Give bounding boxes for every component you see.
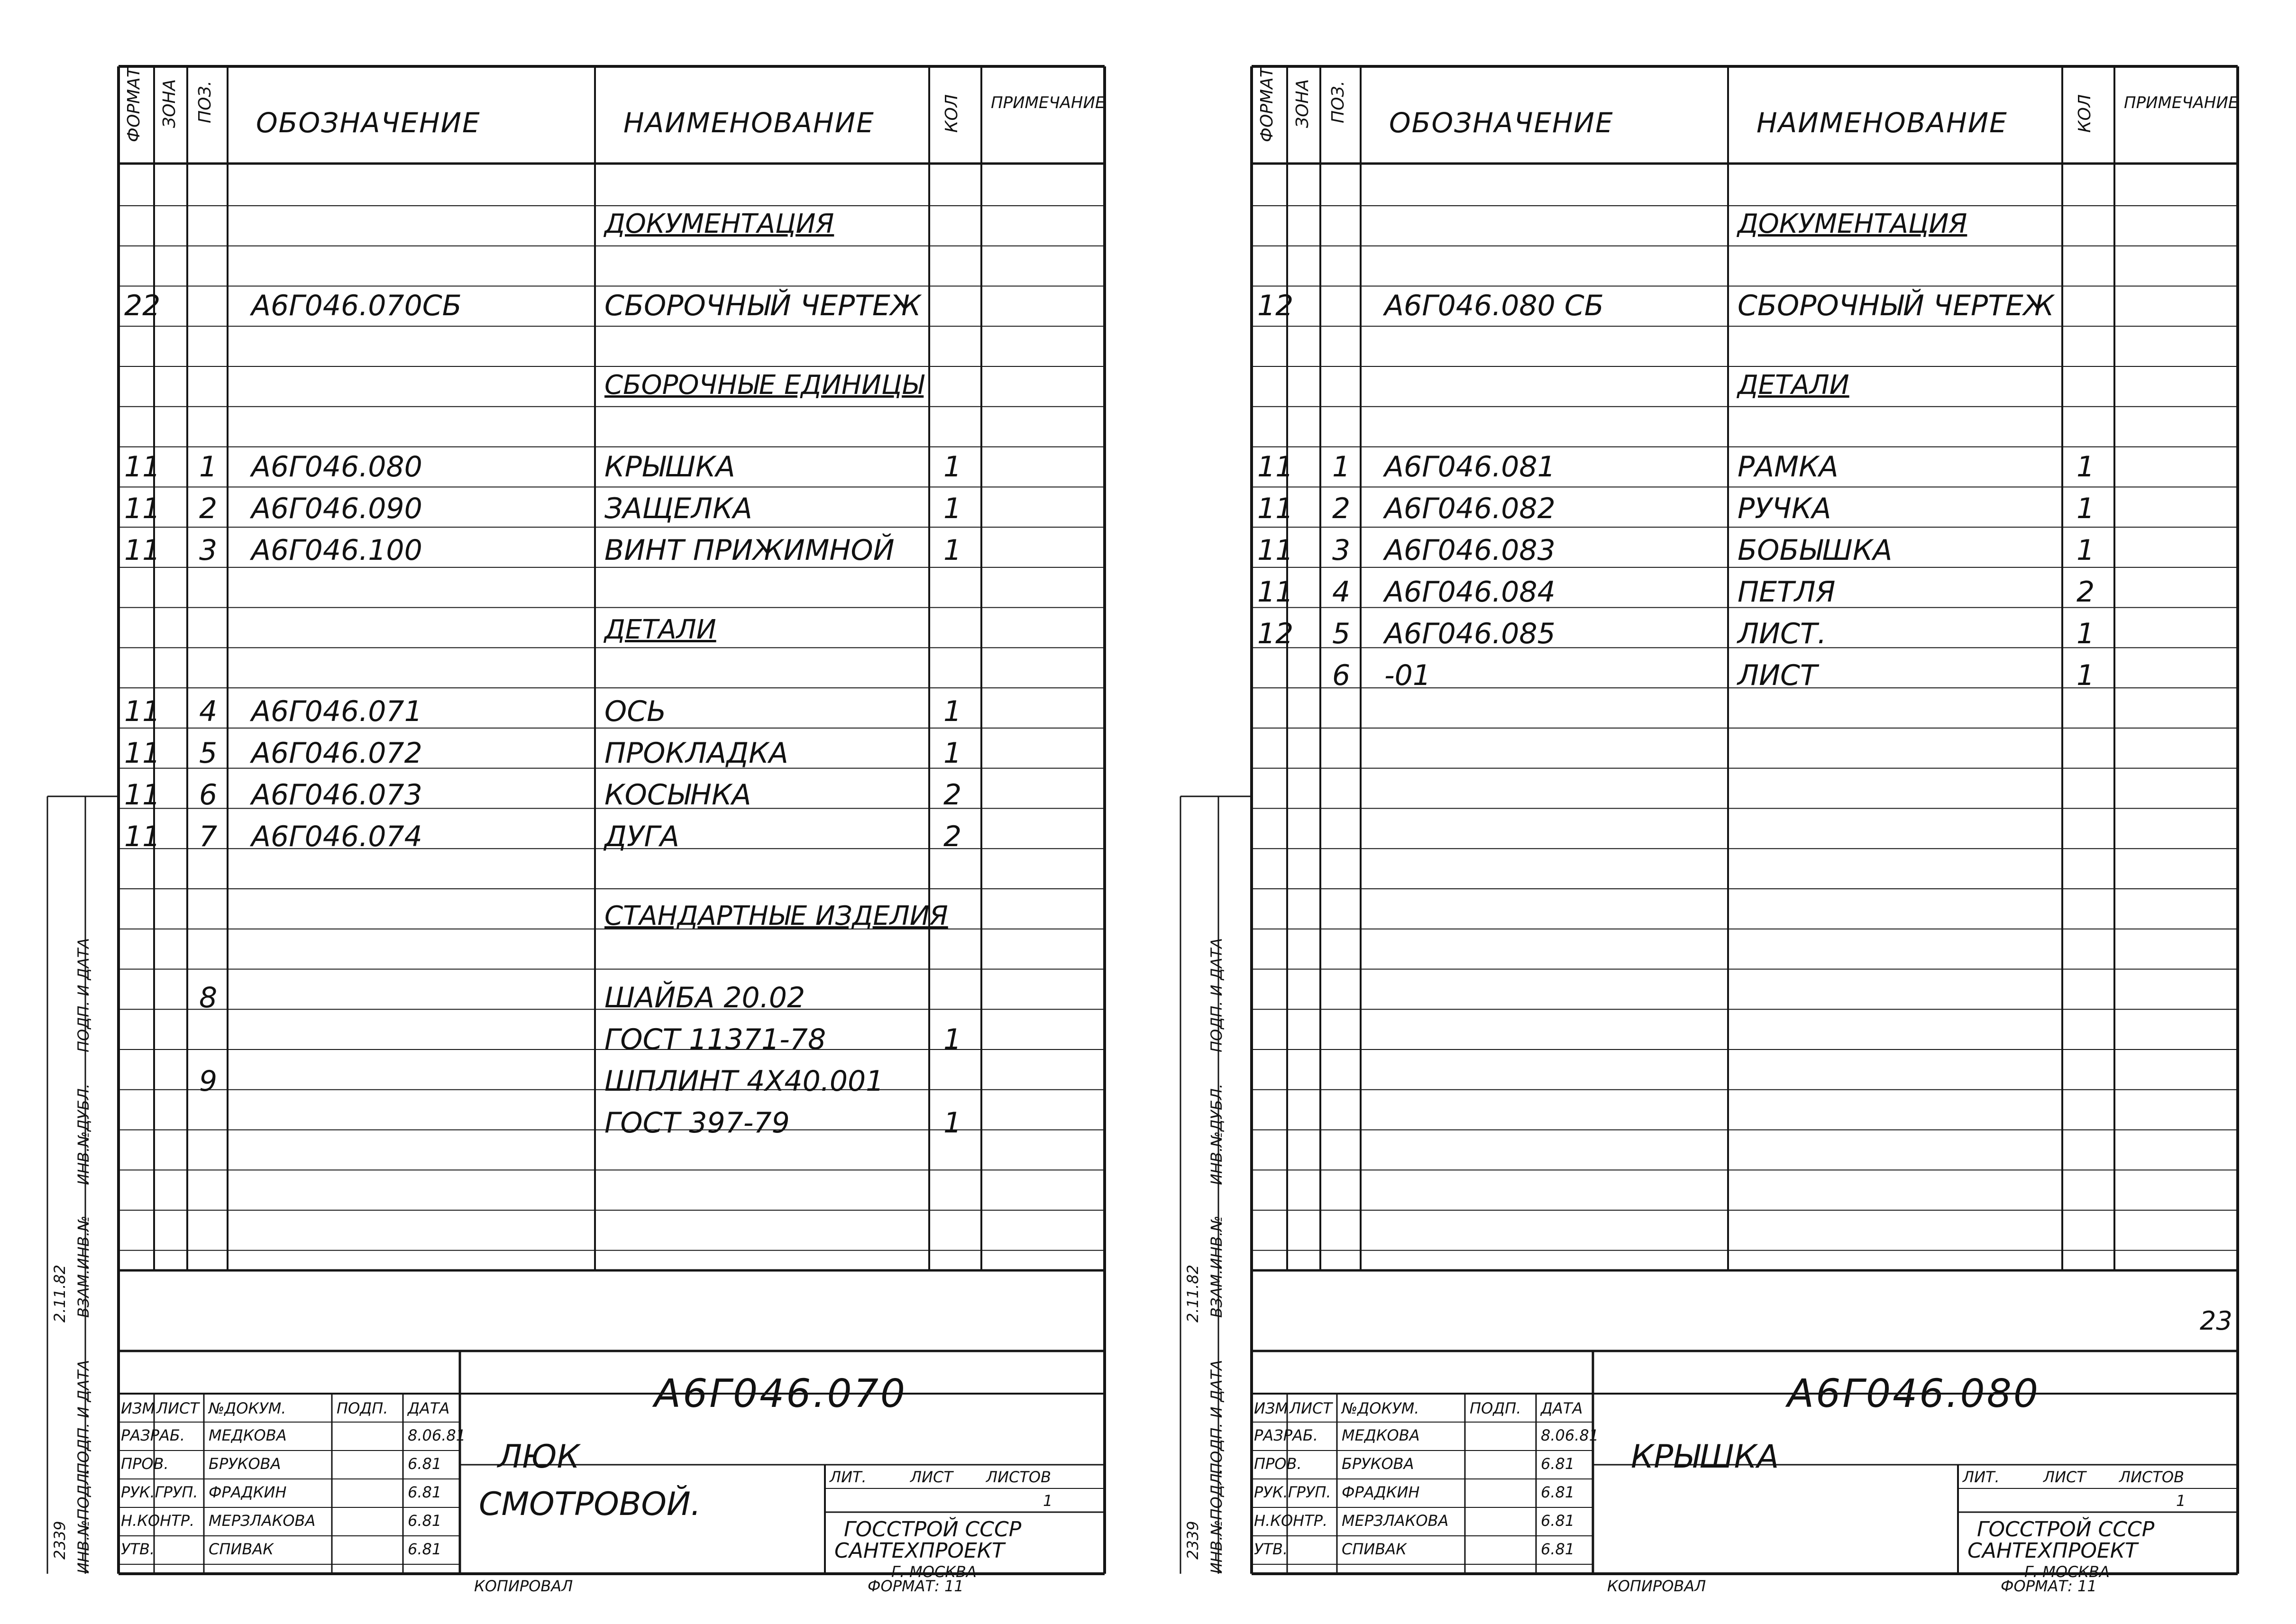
header-format: ФОРМАТ <box>124 67 144 142</box>
page-number: 23 <box>2200 1306 2232 1336</box>
row-name: ДОКУМЕНТАЦИЯ <box>604 209 834 239</box>
stamp-sheet-count: 1 <box>1043 1492 1053 1510</box>
row-name: ЛИСТ <box>1738 659 1818 692</box>
row-format: 12 <box>1257 289 1294 322</box>
row-qty: 1 <box>943 492 962 525</box>
header-designation: ОБОЗНАЧЕНИЕ <box>1389 107 1614 139</box>
stamp-title: ЛЮК <box>498 1438 580 1476</box>
row-name: СБОРОЧНЫЕ ЕДИНИЦЫ <box>604 370 924 401</box>
row-format: 11 <box>124 492 161 525</box>
row-position: 8 <box>199 981 218 1014</box>
row-designation: А6Г046.072 <box>251 737 422 770</box>
copied-label: КОПИРОВАЛ <box>474 1577 573 1595</box>
row-name: БОБЫШКА <box>1738 534 1893 567</box>
stamp-org: САНТЕХПРОЕКТ <box>834 1539 1005 1563</box>
row-qty: 1 <box>943 695 962 728</box>
row-name: РАМКА <box>1738 450 1839 484</box>
row-position: 2 <box>1332 492 1351 525</box>
stamp-date: 6.81 <box>1541 1540 1575 1558</box>
row-designation: А6Г046.081 <box>1384 450 1555 484</box>
row-position: 7 <box>199 820 218 853</box>
row-designation: А6Г046.073 <box>251 778 422 812</box>
stamp-date: 6.81 <box>408 1512 442 1530</box>
stamp-name: БРУКОВА <box>1342 1455 1414 1473</box>
row-position: 2 <box>199 492 218 525</box>
header-note: ПРИМЕЧАНИЕ <box>991 93 1106 112</box>
side-label: ПОДП. И ДАТА <box>1207 1359 1226 1474</box>
row-qty: 1 <box>2076 617 2095 650</box>
stamp-date: 8.06.81 <box>408 1426 466 1444</box>
row-qty: 2 <box>943 820 962 853</box>
stamp-name: СПИВАК <box>209 1540 274 1558</box>
stamp-role: УТВ. <box>121 1540 155 1558</box>
row-qty: 2 <box>943 778 962 812</box>
row-name: ПРОКЛАДКА <box>604 737 788 770</box>
stamp-role: УТВ. <box>1254 1540 1288 1558</box>
stamp-date: 6.81 <box>1541 1455 1575 1473</box>
header-designation: ОБОЗНАЧЕНИЕ <box>256 107 481 139</box>
stamp-name: ФРАДКИН <box>1342 1483 1420 1501</box>
side-label: ИНВ.№ДУБЛ. <box>74 1083 92 1185</box>
stamp-role: РУК.ГРУП. <box>1254 1483 1331 1501</box>
stamp-list2: ЛИСТ <box>2043 1468 2086 1486</box>
row-position: 3 <box>199 534 218 567</box>
stamp-name: МЕДКОВА <box>209 1426 287 1444</box>
drawing-code: А6Г046.080 <box>1787 1371 2040 1416</box>
stamp-role: Н.КОНТР. <box>1254 1512 1328 1530</box>
stamp-date: 8.06.81 <box>1541 1426 1599 1444</box>
row-name: ГОСТ 11371-78 <box>604 1023 826 1056</box>
stamp-list2: ЛИСТ <box>910 1468 953 1486</box>
row-name: РУЧКА <box>1738 492 1831 525</box>
stamp-city: Г. МОСКВА <box>2024 1563 2110 1581</box>
row-name: ПЕТЛЯ <box>1738 575 1836 609</box>
row-format: 12 <box>1257 617 1294 650</box>
format-label: ФОРМАТ: 11 <box>868 1577 964 1595</box>
row-designation: -01 <box>1384 659 1431 692</box>
stamp-data: ДАТА <box>408 1399 450 1417</box>
row-format: 11 <box>124 450 161 484</box>
stamp-podp: ПОДП. <box>1470 1399 1521 1417</box>
drawing-code: А6Г046.070 <box>654 1371 907 1416</box>
header-pos: ПОЗ. <box>195 81 215 123</box>
header-pos: ПОЗ. <box>1328 81 1348 123</box>
row-name: ОСЬ <box>604 695 667 728</box>
row-format: 11 <box>124 534 161 567</box>
side-num: 2339 <box>51 1521 69 1560</box>
stamp-role: РАЗРАБ. <box>1254 1426 1318 1444</box>
stamp-org-top: ГОССТРОЙ СССР <box>844 1517 1022 1542</box>
side-label: ИНВ.№ДУБЛ. <box>1207 1083 1226 1185</box>
header-zone: ЗОНА <box>1293 79 1312 128</box>
copied-label: КОПИРОВАЛ <box>1607 1577 1706 1595</box>
row-name: ЗАЩЕЛКА <box>604 492 752 525</box>
stamp-listov: ЛИСТОВ <box>986 1468 1052 1486</box>
stamp-izm: ИЗМ <box>121 1399 156 1417</box>
row-qty: 1 <box>943 534 962 567</box>
stamp-ndoc: №ДОКУМ. <box>1342 1399 1419 1417</box>
side-date: 2.11.82 <box>51 1264 69 1323</box>
row-designation: А6Г046.074 <box>251 820 422 853</box>
row-designation: А6Г046.085 <box>1384 617 1555 650</box>
side-label: ПОДП. И ДАТА <box>74 938 92 1052</box>
stamp-role: ПРОВ. <box>121 1455 169 1473</box>
side-label: ИНВ.№ПОДЛ. <box>1207 1469 1226 1574</box>
row-position: 5 <box>199 737 218 770</box>
row-name: КРЫШКА <box>604 450 735 484</box>
side-date: 2.11.82 <box>1184 1264 1202 1323</box>
row-qty: 1 <box>943 1023 962 1056</box>
row-name: СТАНДАРТНЫЕ ИЗДЕЛИЯ <box>604 901 948 931</box>
stamp-name: МЕРЗЛАКОВА <box>209 1512 316 1530</box>
stamp-name: МЕРЗЛАКОВА <box>1342 1512 1449 1530</box>
stamp-lit: ЛИТ. <box>830 1468 867 1486</box>
side-label: ВЗАМ.ИНВ.№ <box>1207 1215 1226 1318</box>
row-position: 6 <box>199 778 218 812</box>
row-format: 11 <box>1257 575 1294 609</box>
stamp-city: Г. МОСКВА <box>891 1563 977 1581</box>
side-label: ПОДП. И ДАТА <box>74 1359 92 1474</box>
stamp-izm: ИЗМ <box>1254 1399 1289 1417</box>
row-name: ШПЛИНТ 4Х40.001 <box>604 1065 884 1098</box>
stamp-lit: ЛИТ. <box>1963 1468 2000 1486</box>
stamp-list: ЛИСТ <box>156 1399 199 1417</box>
row-name: СБОРОЧНЫЙ ЧЕРТЕЖ <box>604 289 921 322</box>
stamp-date: 6.81 <box>408 1455 442 1473</box>
stamp-role: ПРОВ. <box>1254 1455 1302 1473</box>
row-format: 11 <box>1257 450 1294 484</box>
side-num: 2339 <box>1184 1521 1202 1560</box>
row-qty: 1 <box>2076 450 2095 484</box>
stamp-date: 6.81 <box>408 1540 442 1558</box>
row-format: 11 <box>124 778 161 812</box>
stamp-role: РУК.ГРУП. <box>121 1483 198 1501</box>
row-name: ДЕТАЛИ <box>604 614 716 645</box>
row-designation: А6Г046.083 <box>1384 534 1555 567</box>
stamp-date: 6.81 <box>1541 1483 1575 1501</box>
row-qty: 1 <box>2076 659 2095 692</box>
row-name: ДОКУМЕНТАЦИЯ <box>1738 209 1967 239</box>
stamp-title: КРЫШКА <box>1631 1438 1779 1476</box>
spec-sheet-left <box>0 0 1128 1624</box>
side-label: ИНВ.№ПОДЛ. <box>74 1469 92 1574</box>
row-designation: А6Г046.082 <box>1384 492 1555 525</box>
row-qty: 1 <box>2076 534 2095 567</box>
side-label: ПОДП. И ДАТА <box>1207 938 1226 1052</box>
header-name: НАИМЕНОВАНИЕ <box>1756 107 2008 139</box>
stamp-org: САНТЕХПРОЕКТ <box>1967 1539 2138 1563</box>
row-designation: А6Г046.084 <box>1384 575 1555 609</box>
row-position: 1 <box>1332 450 1351 484</box>
stamp-name: МЕДКОВА <box>1342 1426 1420 1444</box>
row-position: 4 <box>199 695 218 728</box>
row-format: 11 <box>1257 534 1294 567</box>
stamp-role: Н.КОНТР. <box>121 1512 195 1530</box>
row-name: ШАЙБА 20.02 <box>604 981 805 1014</box>
header-name: НАИМЕНОВАНИЕ <box>623 107 875 139</box>
spec-grid-right <box>1133 0 2261 1624</box>
row-name: ВИНТ ПРИЖИМНОЙ <box>604 534 895 567</box>
row-name: КОСЫНКА <box>604 778 751 812</box>
stamp-title-2: СМОТРОВОЙ. <box>479 1486 701 1523</box>
stamp-role: РАЗРАБ. <box>121 1426 185 1444</box>
stamp-data: ДАТА <box>1541 1399 1583 1417</box>
header-qty: КОЛ <box>2075 94 2095 133</box>
stamp-org-top: ГОССТРОЙ СССР <box>1977 1517 2155 1542</box>
row-designation: А6Г046.070СБ <box>251 289 462 322</box>
row-format: 11 <box>124 737 161 770</box>
row-designation: А6Г046.100 <box>251 534 422 567</box>
stamp-listov: ЛИСТОВ <box>2119 1468 2185 1486</box>
row-format: 11 <box>124 820 161 853</box>
row-format: 11 <box>124 695 161 728</box>
row-designation: А6Г046.090 <box>251 492 422 525</box>
header-note: ПРИМЕЧАНИЕ <box>2124 93 2239 112</box>
stamp-date: 6.81 <box>408 1483 442 1501</box>
side-label: ВЗАМ.ИНВ.№ <box>74 1215 92 1318</box>
row-qty: 1 <box>943 737 962 770</box>
row-designation: А6Г046.080 СБ <box>1384 289 1604 322</box>
row-designation: А6Г046.071 <box>251 695 422 728</box>
row-position: 4 <box>1332 575 1351 609</box>
row-format: 11 <box>1257 492 1294 525</box>
row-name: ГОСТ 397-79 <box>604 1106 790 1140</box>
row-name: ЛИСТ. <box>1738 617 1827 650</box>
header-zone: ЗОНА <box>160 79 179 128</box>
spec-grid-left <box>0 0 1128 1624</box>
row-name: ДУГА <box>604 820 679 853</box>
format-label: ФОРМАТ: 11 <box>2001 1577 2097 1595</box>
header-qty: КОЛ <box>942 94 961 133</box>
row-position: 6 <box>1332 659 1351 692</box>
stamp-name: БРУКОВА <box>209 1455 281 1473</box>
stamp-ndoc: №ДОКУМ. <box>209 1399 286 1417</box>
row-qty: 1 <box>943 1106 962 1140</box>
stamp-date: 6.81 <box>1541 1512 1575 1530</box>
stamp-sheet-count: 1 <box>2176 1492 2186 1510</box>
stamp-name: СПИВАК <box>1342 1540 1407 1558</box>
row-position: 5 <box>1332 617 1351 650</box>
header-format: ФОРМАТ <box>1257 67 1277 142</box>
row-name: ДЕТАЛИ <box>1738 370 1849 401</box>
spec-sheet-right <box>1133 0 2261 1624</box>
row-position: 3 <box>1332 534 1351 567</box>
stamp-podp: ПОДП. <box>337 1399 388 1417</box>
stamp-list: ЛИСТ <box>1290 1399 1332 1417</box>
row-format: 22 <box>124 289 161 322</box>
row-qty: 1 <box>2076 492 2095 525</box>
stamp-name: ФРАДКИН <box>209 1483 287 1501</box>
row-name: СБОРОЧНЫЙ ЧЕРТЕЖ <box>1738 289 2054 322</box>
row-designation: А6Г046.080 <box>251 450 422 484</box>
row-qty: 2 <box>2076 575 2095 609</box>
row-qty: 1 <box>943 450 962 484</box>
row-position: 1 <box>199 450 218 484</box>
row-position: 9 <box>199 1065 218 1098</box>
